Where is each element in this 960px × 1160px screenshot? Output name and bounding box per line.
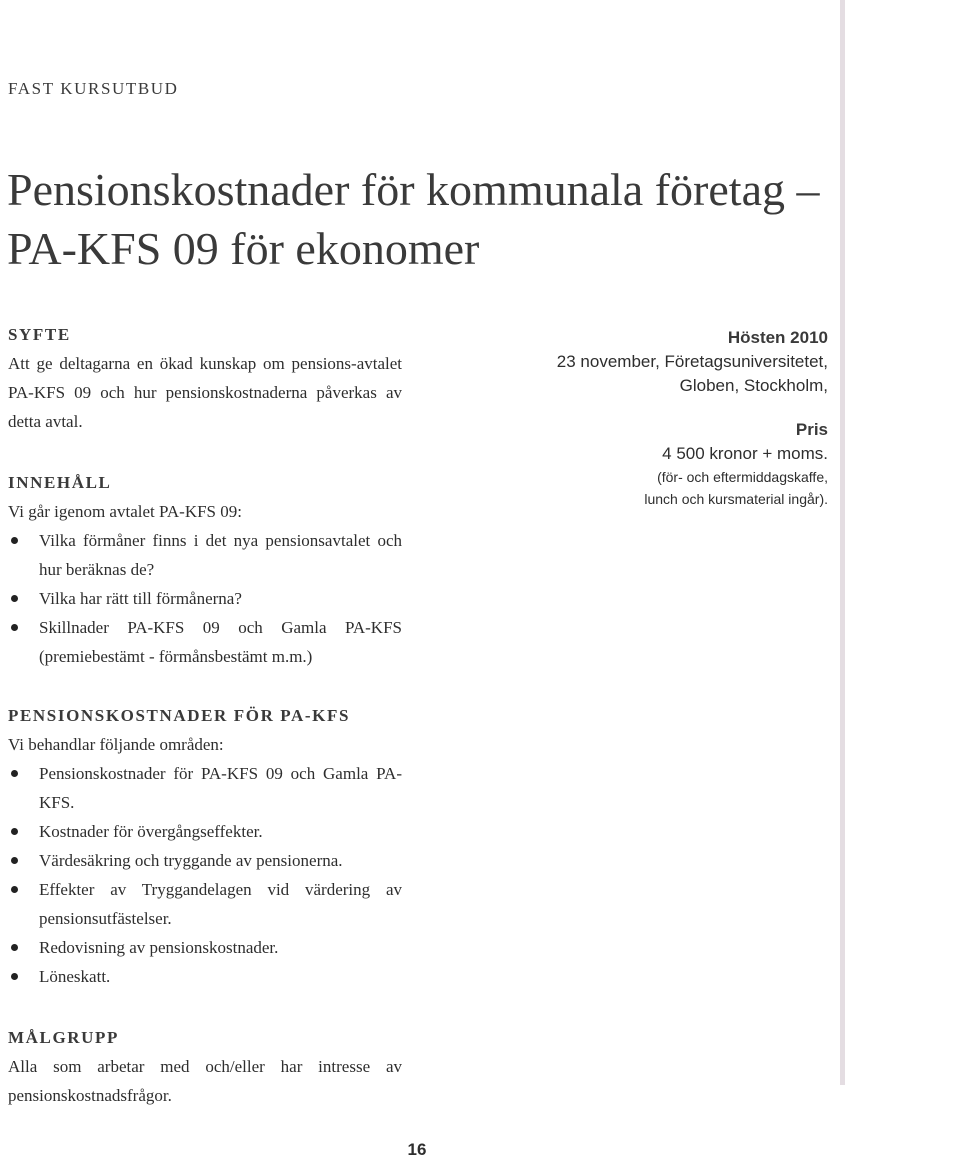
innehall-list bbox=[8, 526, 402, 671]
place-line: Globen, Stockholm, bbox=[679, 376, 828, 395]
list-item: Redovisning av pensionskostnader. bbox=[8, 933, 402, 962]
syfte-text: Att ge deltagarna en ökad kunskap om pensions-avtalet PA-KFS 09 och hur pensionskostnaderna påverkas av detta avtal. bbox=[8, 354, 402, 431]
price-note: lunch och kursmaterial ingår). bbox=[644, 491, 828, 507]
page-number: 16 bbox=[407, 1140, 427, 1159]
list-item: Värdesäkring och tryggande av pensionerna. bbox=[8, 846, 402, 875]
list-item: Pensionskostnader för PA-KFS 09 och Gamla PA-KFS. bbox=[8, 759, 402, 817]
malgrupp-section bbox=[8, 1023, 402, 1110]
list-item: Vilka har rätt till förmånerna? bbox=[8, 584, 402, 613]
list-item: Vilka förmåner finns i det nya pensionsavtalet och hur beräknas de? bbox=[8, 526, 402, 584]
pensionskostnader-intro: Vi behandlar följande områden: bbox=[8, 735, 224, 754]
page-title: Pensionskostnader för kommunala företag – PA-KFS 09 för ekonomer bbox=[7, 164, 820, 274]
innehall-section bbox=[8, 468, 402, 671]
list-item: Effekter av Tryggandelagen vid värdering av pensionsutfästelser. bbox=[8, 875, 402, 933]
section-kicker: FAST KURSUTBUD bbox=[8, 79, 179, 98]
course-info-sidebar bbox=[520, 326, 828, 510]
innehall-intro: Vi går igenom avtalet PA-KFS 09: bbox=[8, 502, 242, 521]
price-value: 4 500 kronor + moms. bbox=[662, 444, 828, 463]
syfte-section bbox=[8, 320, 402, 436]
innehall-heading: INNEHÅLL bbox=[8, 473, 112, 492]
term-heading: Hösten 2010 bbox=[727, 328, 828, 347]
pensionskostnader-heading: PENSIONSKOSTNADER FÖR PA-KFS bbox=[8, 706, 351, 725]
list-item: Skillnader PA-KFS 09 och Gamla PA-KFS (premiebestämt - förmånsbestämt m.m.) bbox=[8, 613, 402, 671]
list-item: Kostnader för övergångseffekter. bbox=[8, 817, 402, 846]
syfte-heading: SYFTE bbox=[8, 325, 71, 344]
date-line: 23 november, Företagsuniversitetet, bbox=[556, 352, 828, 371]
main-column bbox=[8, 320, 402, 1110]
malgrupp-heading: MÅLGRUPP bbox=[8, 1028, 120, 1047]
list-item: Löneskatt. bbox=[8, 962, 402, 991]
price-heading: Pris bbox=[795, 420, 828, 439]
pensionskostnader-list bbox=[8, 759, 402, 991]
margin-rule bbox=[840, 0, 845, 1085]
malgrupp-text: Alla som arbetar med och/eller har intresse av pensionskostnadsfrågor. bbox=[8, 1057, 402, 1105]
pensionskostnader-section bbox=[8, 701, 402, 991]
price-note: (för- och eftermiddagskaffe, bbox=[657, 469, 828, 485]
